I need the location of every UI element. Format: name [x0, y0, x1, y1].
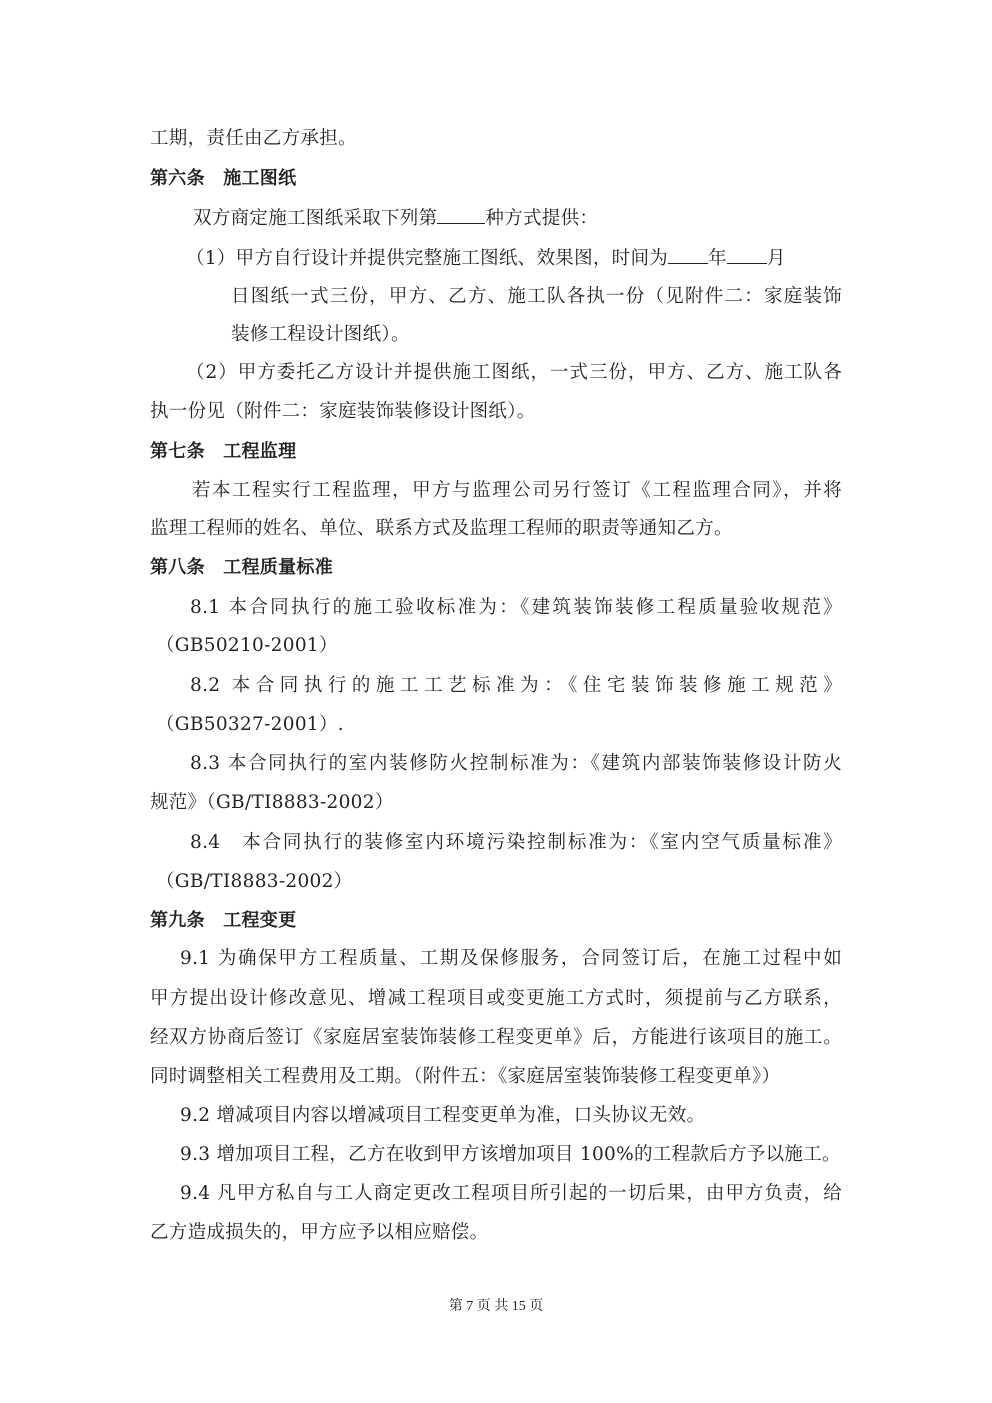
- paragraph-text: 年: [708, 248, 727, 269]
- paragraph-line: 9.3 增加项目工程，乙方在收到甲方该增加项目 100%的工程款后方予以施工。: [180, 1144, 841, 1165]
- paragraph-line: 8.4 本合同执行的装修室内环境污染控制标准为：《室内空气质量标准》: [190, 832, 842, 853]
- paragraph-line: 工期，责任由乙方承担。: [150, 128, 357, 149]
- article-7-heading: 第七条 工程监理: [150, 441, 297, 462]
- paragraph-line: 经双方协商后签订《家庭居室装饰装修工程变更单》后，方能进行该项目的施工。: [150, 1027, 842, 1048]
- paragraph-line: 执一份见（附件二：家庭装饰装修设计图纸）。: [150, 401, 536, 422]
- page-number-footer: 第 7 页 共 15 页: [448, 1299, 544, 1314]
- article-6-heading: 第六条 施工图纸: [150, 168, 297, 189]
- paragraph-line: 规范》（GB/TI8883-2002）: [150, 792, 394, 813]
- paragraph-line: 乙方造成损失的，甲方应予以相应赔偿。: [150, 1222, 489, 1243]
- paragraph-line: （GB/TI8883-2002）: [156, 871, 353, 892]
- paragraph-line: 若本工程实行工程监理，甲方与监理公司另行签订《工程监理合同》，并将: [192, 480, 842, 501]
- paragraph-text: （1）甲方自行设计并提供完整施工图纸、效果图，时间为: [186, 248, 669, 269]
- article-8-heading: 第八条 工程质量标准: [150, 557, 333, 578]
- paragraph-text: 双方商定施工图纸采取下列第: [193, 208, 438, 229]
- paragraph-line: [186, 243, 842, 273]
- paragraph-line: （2）甲方委托乙方设计并提供施工图纸，一式三份，甲方、乙方、施工队各: [186, 362, 842, 383]
- paragraph-line: [193, 203, 842, 233]
- fill-in-blank: [668, 243, 708, 264]
- paragraph-line: 装修工程设计图纸）。: [231, 324, 410, 345]
- paragraph-text: 月: [766, 248, 786, 269]
- paragraph-text: 种方式提供：: [485, 208, 599, 229]
- paragraph-line: 监理工程师的姓名、单位、联系方式及监理工程师的职责等通知乙方。: [150, 518, 733, 539]
- fill-in-blank: [437, 203, 485, 224]
- paragraph-line: 8.2 本合同执行的施工工艺标准为：《住宅装饰装修施工规范》: [190, 675, 842, 696]
- paragraph-line: 9.2 增减项目内容以增减项目工程变更单为准，口头协议无效。: [180, 1105, 706, 1126]
- paragraph-line: （GB50327-2001）.: [156, 714, 344, 735]
- paragraph-line: 8.3 本合同执行的室内装修防火控制标准为：《建筑内部装饰装修设计防火: [190, 753, 842, 774]
- paragraph-line: 甲方提出设计修改意见、增减工程项目或变更施工方式时，须提前与乙方联系，: [150, 988, 842, 1009]
- paragraph-line: 9.4 凡甲方私自与工人商定更改工程项目所引起的一切后果，由甲方负责，给: [180, 1183, 842, 1204]
- paragraph-line: 同时调整相关工程费用及工期。（附件五：《家庭居室装饰装修工程变更单》）: [150, 1066, 781, 1087]
- paragraph-line: （GB50210-2001）: [156, 635, 338, 656]
- article-9-heading: 第九条 工程变更: [150, 910, 297, 931]
- paragraph-line: 8.1 本合同执行的施工验收标准为：《建筑装饰装修工程质量验收规范》: [190, 597, 842, 618]
- paragraph-line: 9.1 为确保甲方工程质量、工期及保修服务，合同签订后，在施工过程中如: [180, 948, 842, 969]
- paragraph-line: 日图纸一式三份，甲方、乙方、施工队各执一份（见附件二：家庭装饰: [231, 286, 842, 307]
- fill-in-blank: [727, 243, 767, 264]
